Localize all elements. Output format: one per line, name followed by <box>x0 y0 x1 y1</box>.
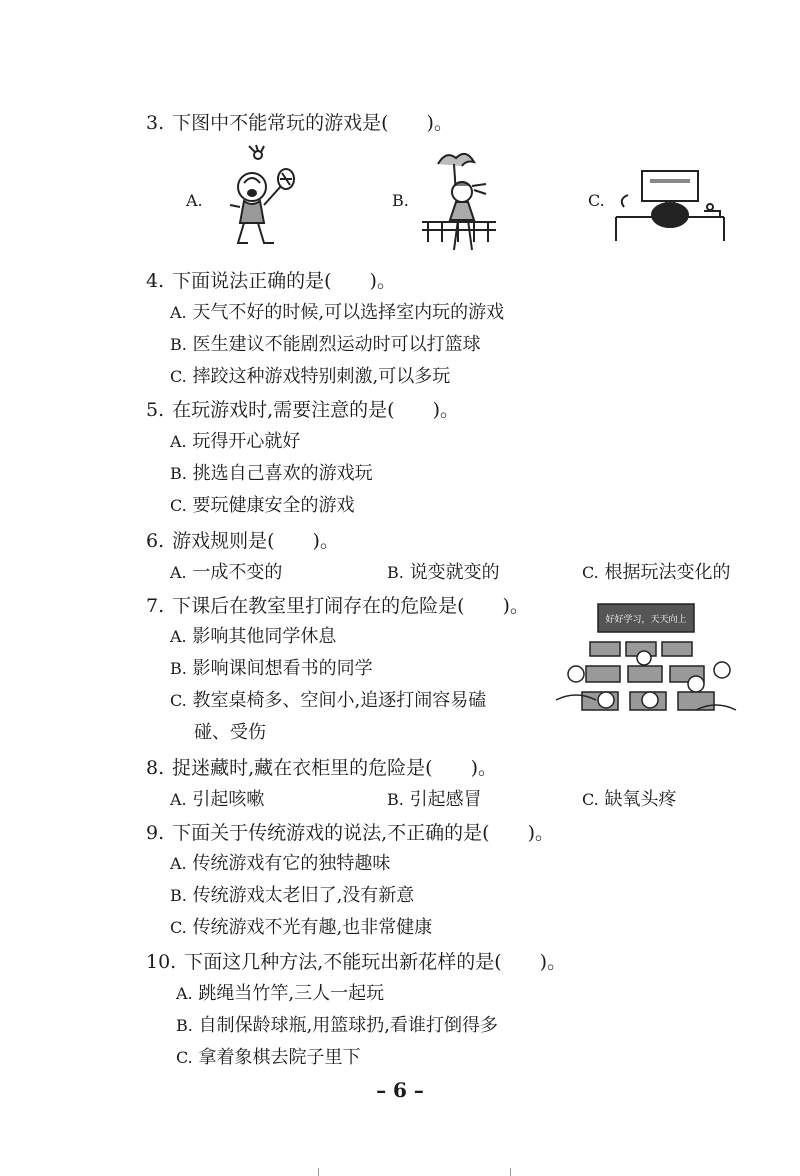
crop-mark <box>318 1168 319 1176</box>
question-number: 3. <box>146 112 165 134</box>
q4-option-b: B. 医生建议不能剧烈运动时可以打篮球 <box>170 334 481 355</box>
question-text: 下面关于传统游戏的说法,不正确的是( )。 <box>172 822 555 844</box>
q6-option-c: C. 根据玩法变化的 <box>582 562 731 583</box>
q6-option-b: B. 说变就变的 <box>387 562 500 583</box>
question-text: 在玩游戏时,需要注意的是( )。 <box>172 399 460 421</box>
q7-option-a: A. 影响其他同学休息 <box>170 626 337 647</box>
q7-option-c: C. 教室桌椅多、空间小,追逐打闹容易磕 <box>170 690 487 711</box>
question-text: 下面说法正确的是( )。 <box>172 270 396 292</box>
q9-option-a: A. 传统游戏有它的独特趣味 <box>170 853 391 874</box>
question-10 <box>146 949 566 975</box>
option-b-label: B. <box>392 191 409 210</box>
q10-option-c: C. 拿着象棋去院子里下 <box>176 1047 361 1068</box>
crop-mark <box>510 1168 511 1176</box>
question-number: 10. <box>146 951 177 973</box>
option-c-label: C. <box>588 191 605 210</box>
classroom-image <box>546 600 746 728</box>
question-text: 捉迷藏时,藏在衣柜里的危险是( )。 <box>172 757 498 779</box>
question-text: 下课后在教室里打闹存在的危险是( )。 <box>172 595 529 617</box>
q7-option-b: B. 影响课间想看书的同学 <box>170 658 373 679</box>
q4-option-c: C. 摔跤这种游戏特别刺激,可以多玩 <box>170 366 451 387</box>
question-text: 下面这几种方法,不能玩出新花样的是( )。 <box>184 951 567 973</box>
q5-option-b: B. 挑选自己喜欢的游戏玩 <box>170 463 373 484</box>
question-text: 下图中不能常玩的游戏是( )。 <box>172 112 453 134</box>
question-number: 8. <box>146 757 165 779</box>
question-6 <box>146 528 339 554</box>
question-number: 6. <box>146 530 165 552</box>
question-8 <box>146 755 497 781</box>
q9-option-c: C. 传统游戏不光有趣,也非常健康 <box>170 917 433 938</box>
question-4 <box>146 268 396 294</box>
question-7 <box>146 593 529 619</box>
question-number: 9. <box>146 822 165 844</box>
q6-option-a: A. 一成不变的 <box>170 562 283 583</box>
q8-option-a: A. 引起咳嗽 <box>170 789 265 810</box>
q9-option-b: B. 传统游戏太老旧了,没有新意 <box>170 885 415 906</box>
q5-option-c: C. 要玩健康安全的游戏 <box>170 495 355 516</box>
blackboard-slogan: 好好学习，天天向上 <box>605 615 687 625</box>
page-number: – 6 – <box>376 1078 424 1102</box>
badminton-player-image <box>222 143 302 253</box>
child-climbing-image <box>418 144 500 256</box>
option-a-label: A. <box>186 191 203 210</box>
question-3 <box>146 110 453 136</box>
question-number: 5. <box>146 399 165 421</box>
q5-option-a: A. 玩得开心就好 <box>170 431 301 452</box>
question-9 <box>146 820 554 846</box>
q7-option-c-continued: 碰、受伤 <box>194 722 266 743</box>
q4-option-a: A. 天气不好的时候,可以选择室内玩的游戏 <box>170 302 505 323</box>
computer-gaming-image <box>614 167 726 243</box>
question-number: 4. <box>146 270 165 292</box>
q10-option-a: A. 跳绳当竹竿,三人一起玩 <box>176 983 385 1004</box>
q8-option-c: C. 缺氧头疼 <box>582 789 677 810</box>
q8-option-b: B. 引起感冒 <box>387 789 482 810</box>
question-number: 7. <box>146 595 165 617</box>
question-5 <box>146 397 459 423</box>
q10-option-b: B. 自制保龄球瓶,用篮球扔,看谁打倒得多 <box>176 1015 499 1036</box>
question-text: 游戏规则是( )。 <box>172 530 339 552</box>
